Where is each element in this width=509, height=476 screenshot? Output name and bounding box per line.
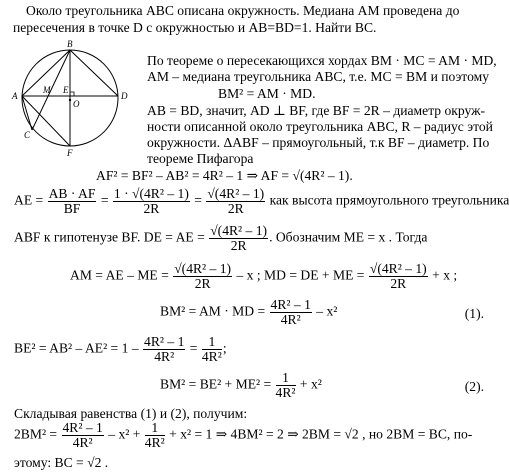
frac-den: 4R² — [154, 349, 175, 364]
geometry-figure — [10, 39, 132, 164]
frac-den: 2R — [230, 238, 247, 253]
frac-num: √(4R² – 1) — [174, 261, 232, 276]
frac-num: √(4R² – 1) — [369, 261, 427, 276]
label-f: F — [67, 148, 73, 158]
eq-tag-2: (2). — [464, 379, 484, 394]
right-angle-mark — [70, 92, 74, 96]
frac-be2 — [202, 335, 222, 364]
eq-bm1-b: – x² — [316, 303, 338, 319]
frac-den: 2R — [194, 276, 211, 291]
eq-de-b: . Обозначим ME = x . Тогда — [269, 229, 428, 245]
text-p1: По теореме о пересекающихся хордах BM · MC = AM · MD, — [147, 53, 497, 68]
frac-num: 4R² – 1 — [270, 297, 311, 312]
frac-sqrt — [206, 187, 265, 216]
frac-num: 1 — [276, 371, 296, 386]
label-c: C — [24, 130, 31, 140]
frac-den: BF — [63, 201, 81, 216]
eq-final-c: + x² = 1 ⇒ 4BM² = 2 ⇒ 2BM = √2 , но 2BM = BC, по- — [169, 426, 473, 442]
frac-den: 2R — [143, 201, 160, 216]
frac-final2 — [145, 421, 165, 450]
frac-md — [369, 262, 428, 291]
problem-line-2: пересечения в точке D с окружностью и AB=BD=1. Найти BC. — [13, 20, 377, 35]
center-point — [69, 99, 71, 101]
eq-de-a: ABF к гипотенузе BF. DE = AE = — [14, 229, 205, 245]
frac-den: 4R² — [275, 385, 296, 400]
frac-be1 — [143, 335, 185, 364]
problem-line-1: Около треугольника ABC описана окружность. Медиана AM проведена до — [26, 3, 460, 18]
eq-be — [14, 335, 227, 364]
eq-am-a: AM = AE – ME = — [70, 267, 169, 283]
frac-am — [173, 262, 232, 291]
frac-den: 4R² — [280, 312, 301, 327]
frac-den: 4R² — [144, 435, 165, 450]
frac-de — [209, 224, 268, 253]
eq-bm1-a: BM² = AM · MD = — [160, 303, 266, 319]
frac-num: 1 — [145, 421, 165, 436]
eq-bm2-a: BM² = BE² + ME² = — [160, 376, 272, 392]
frac-bm1 — [270, 298, 312, 327]
label-m: M — [43, 85, 51, 95]
text-p17: этому: BC = √2 . — [14, 455, 109, 470]
frac-num: √(4R² – 1) — [210, 223, 268, 238]
frac-num: AB · AF — [48, 186, 96, 201]
eq-ae-tail: как высота прямоугольного треугольника — [269, 192, 509, 208]
label-d: D — [121, 91, 128, 101]
text-p3: BM² = AM · MD. — [218, 86, 316, 101]
frac-num: 4R² – 1 — [62, 420, 103, 435]
frac-1-sqrt — [113, 187, 190, 216]
label-b: B — [67, 39, 73, 49]
frac-num: 4R² – 1 — [144, 334, 185, 349]
eq-be-a: BE² = AB² – AE² = 1 – — [14, 340, 139, 356]
text-p5: ности описанной около треугольника ABC, R – радиус этой — [147, 119, 493, 134]
frac-final1 — [62, 421, 104, 450]
eq-tag-1: (1). — [464, 306, 484, 321]
text-p15: Складывая равенства (1) и (2), получим: — [14, 406, 248, 421]
eq-am-b: – x ; MD = DE + ME = — [236, 267, 365, 283]
eq-bm-2 — [160, 371, 322, 400]
eq-md-c: + x ; — [432, 267, 458, 283]
eq-final-a: 2BM² = — [14, 426, 58, 442]
label-o: O — [73, 99, 80, 109]
frac-den: 2R — [390, 276, 407, 291]
frac-ab-af-bf — [48, 187, 97, 216]
eq-be-b: = — [189, 340, 198, 356]
frac-den: 4R² — [72, 435, 93, 450]
text-p4: AB = BD, значит, AD ⊥ BF, где BF = 2R – диаметр окруж- — [147, 103, 486, 118]
eq-ae: AE = $\frac{AB \cdot AF}{BF}$ = $\frac{\text{1 · √(4R² – 1)}}{2R}$ = $\frac{\text{√(4R² – 1)}}{2R}$ как высота прямоугольного треугольника — [14, 186, 509, 216]
text-p6: окружности. ΔABF – прямоугольный, т.к BF – диаметр. По — [147, 135, 490, 150]
eq-final — [14, 421, 472, 450]
eq-be-c: ; — [222, 340, 227, 356]
eq-de — [14, 224, 427, 253]
eq-am-md — [70, 262, 457, 291]
frac-num: √(4R² – 1) — [207, 186, 265, 201]
eq-bm2-b: + x² — [299, 376, 322, 392]
text-p8: AF² = BF² – AB² = 4R² – 1 ⇒ AF = √(4R² – 1). — [96, 168, 353, 183]
eq-final-b: – x² + — [108, 426, 141, 442]
label-e: E — [63, 85, 69, 95]
text-p2: AM – медиана треугольника ABC, т.е. MC = BM и поэтому — [147, 69, 490, 84]
eq-ae-lhs: AE = — [14, 192, 44, 208]
frac-bm2 — [276, 371, 296, 400]
eq-bm-1 — [160, 298, 337, 327]
frac-num: 1 · √(4R² – 1) — [113, 186, 189, 201]
frac-num: 1 — [202, 335, 222, 350]
frac-den: 4R² — [201, 349, 222, 364]
label-a: A — [12, 91, 18, 101]
text-p7: теореме Пифагора — [147, 151, 254, 166]
frac-den: 2R — [227, 201, 244, 216]
